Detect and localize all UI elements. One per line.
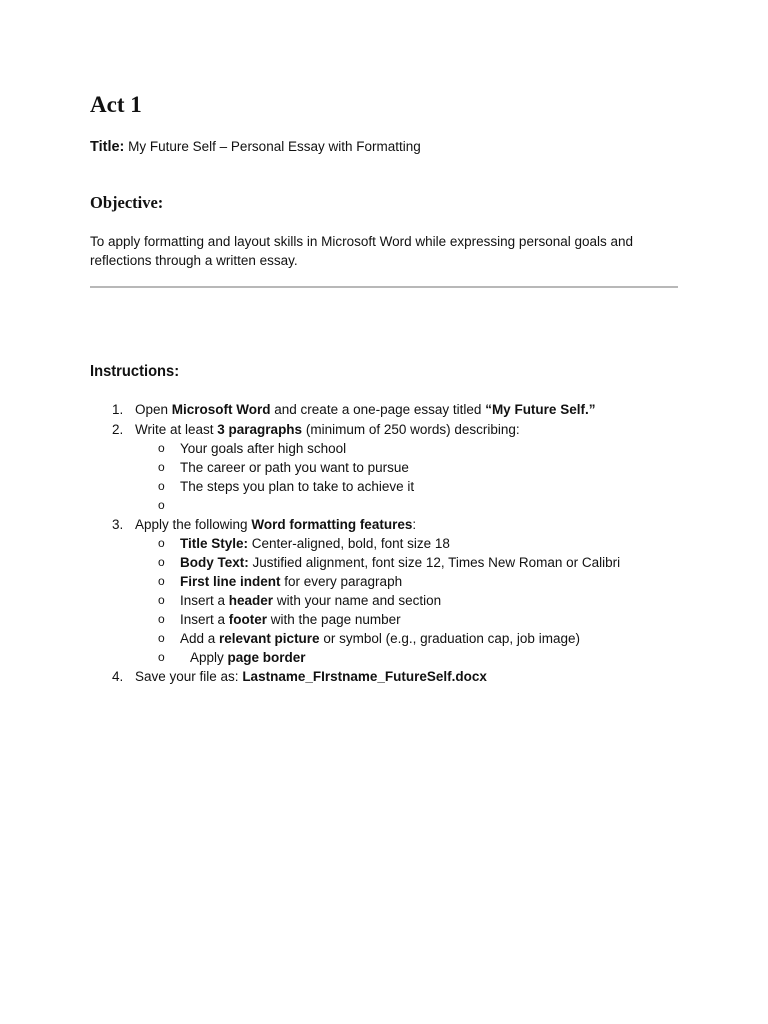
objective-heading: Objective: [90,193,164,212]
sub-item-text: Your goals after high school [180,441,347,456]
sub-item-text: Apply page border [190,650,306,665]
bullet-icon: o [158,650,165,664]
sub-item-text: The career or path you want to pursue [180,460,409,475]
step-text: Save your file as: Lastname_FIrstname_FutureSelf.docx [135,669,487,684]
title-text: My Future Self – Personal Essay with Formatting [128,139,421,154]
title-label: Title: [90,139,125,155]
step-number: 3. [112,517,124,532]
sub-item-text: Insert a header with your name and section [180,593,442,608]
bullet-icon: o [158,631,165,645]
instructions-heading: Instructions: [90,363,180,380]
step-text: Write at least 3 paragraphs (minimum of 250 words) describing: [135,422,520,437]
bullet-icon: o [158,593,165,607]
horizontal-divider [90,286,678,288]
title-line [90,139,421,155]
bullet-icon: o [158,536,165,550]
bullet-icon: o [158,574,165,588]
objective-text: To apply formatting and layout skills in Microsoft Word while expressing personal goals and reflections through a written essay. [90,234,634,268]
step-number: 2. [112,422,124,437]
bullet-icon: o [158,460,165,474]
step-number: 4. [112,669,124,684]
sub-item-text: Insert a footer with the page number [180,612,401,627]
document-title: Act 1 [90,92,142,117]
sub-item-text: The steps you plan to take to achieve it [180,479,415,494]
sub-item-text: First line indent for every paragraph [180,574,403,589]
step-text: Apply the following Word formatting features: [135,517,417,532]
bullet-icon: o [158,441,165,455]
sub-item-text: Body Text: Justified alignment, font size 12, Times New Roman or Calibri [180,555,621,570]
bullet-icon: o [158,555,165,569]
sub-item-text: Add a relevant picture or symbol (e.g., graduation cap, job image) [180,631,580,646]
sub-item-text: Title Style: Center-aligned, bold, font size 18 [180,536,450,551]
bullet-icon: o [158,479,165,493]
bullet-icon: o [158,498,165,512]
step-text: Open Microsoft Word and create a one-page essay titled “My Future Self.” [135,402,596,417]
step-number: 1. [112,402,124,417]
bullet-icon: o [158,612,165,626]
